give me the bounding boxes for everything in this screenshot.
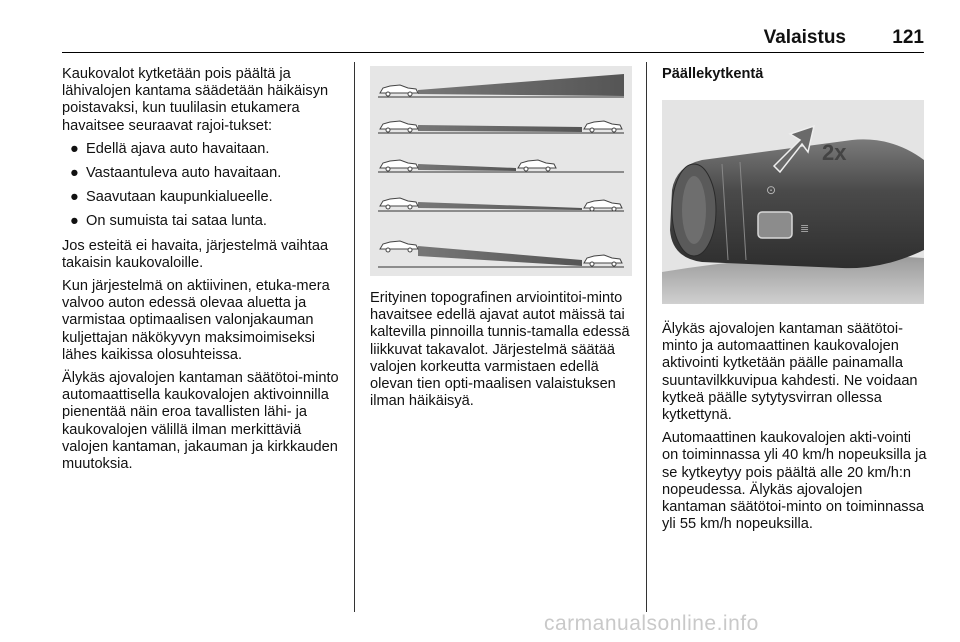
page-header bbox=[62, 26, 924, 53]
paragraph: Kun järjestelmä on aktiivinen, etuka-mera valvoo auton edessä olevaa aluetta ja varmistaa optimaalisen valonjakauman kuljettajan näkökyvyn maksimoimiseksi lähes kaikissa olosuhteissa. bbox=[62, 278, 330, 363]
svg-text:≣: ≣ bbox=[800, 222, 810, 235]
paragraph: Automaattinen kaukovalojen akti-vointi on toiminnassa yli 40 km/h nopeuksilla ja se kytkeytyy pois päältä alle 20 km/h:n nopeudessa. Älykäs ajovalojen kantaman säätötoi-minto on toiminnassa yli 55 km/h nopeuksilla. bbox=[662, 430, 927, 533]
bullet-icon: ● bbox=[70, 189, 79, 206]
press-count-label: 2x bbox=[822, 140, 847, 165]
beam-diagram-figure bbox=[370, 66, 632, 276]
car-icon bbox=[380, 85, 418, 96]
watermark: carmanualsonline.info bbox=[544, 612, 759, 635]
section-title: Valaistus bbox=[763, 27, 846, 48]
section-heading: Päällekytkentä bbox=[662, 66, 764, 82]
lever-figure bbox=[662, 100, 924, 304]
figure-caption: Erityinen topografinen arviointitoi-minto havaitsee edellä ajavat autot mäissä tai kaltevilla pinnoilla tunnis-tamalla edessä liikkuvat takavalot. Järjestelmä säätää valojen korkeutta varmistaen edellä olevan tien opti-maalisen valaistuksen ilman häikäisyä. bbox=[370, 290, 630, 410]
intro-paragraph: Kaukovalot kytketään pois päältä ja lähivalojen kantama säädetään häikäisyn poistavaksi, kun tuulilasin etukamera havaitsee seuraavat rajoi-tukset: bbox=[62, 66, 329, 134]
column-right bbox=[662, 66, 928, 89]
list-item: ● Saavutaan kaupunkialueelle. bbox=[70, 189, 273, 206]
paragraph: Älykäs ajovalojen kantaman säätötoi-minto automaattisella kaukovalojen aktivoinnilla pienentää näin eroa tavallisten lähi- ja kaukovalojen välillä ilman merkittäviä valojen kantaman, jakauman ja kirkkauden muutoksia. bbox=[62, 370, 339, 473]
column-left bbox=[62, 66, 346, 479]
beam-row-decline bbox=[378, 241, 624, 267]
light-beam bbox=[418, 74, 624, 96]
light-beam bbox=[418, 125, 582, 132]
beam-row-near bbox=[378, 160, 624, 172]
beam-row-ahead bbox=[378, 121, 624, 133]
light-beam bbox=[418, 246, 582, 266]
bullet-icon: ● bbox=[70, 213, 79, 230]
bullet-icon: ● bbox=[70, 165, 79, 182]
beam-diagram bbox=[370, 66, 632, 276]
car-icon bbox=[380, 160, 418, 171]
beam-row-incline bbox=[378, 198, 624, 211]
car-icon bbox=[380, 241, 418, 252]
column-divider bbox=[354, 62, 355, 612]
car-icon bbox=[518, 160, 556, 171]
list-item: ● Edellä ajava auto havaitaan. bbox=[70, 140, 270, 157]
beam-row-high bbox=[378, 74, 624, 97]
column-right-text bbox=[662, 321, 928, 539]
paragraph: Jos esteitä ei havaita, järjestelmä vaihtaa takaisin kaukovaloille. bbox=[62, 237, 329, 271]
svg-text:⊙: ⊙ bbox=[766, 183, 777, 197]
bullet-icon: ● bbox=[70, 140, 79, 157]
column-divider bbox=[646, 62, 647, 612]
lever-illustration bbox=[662, 100, 924, 304]
car-icon bbox=[380, 198, 418, 209]
car-icon bbox=[584, 121, 622, 132]
list-item: ● On sumuista tai sataa lunta. bbox=[70, 213, 267, 230]
column-middle bbox=[370, 290, 634, 416]
light-beam bbox=[418, 164, 516, 171]
car-icon bbox=[380, 121, 418, 132]
condition-list bbox=[62, 141, 346, 231]
list-item: ● Vastaantuleva auto havaitaan. bbox=[70, 165, 282, 182]
paragraph: Älykäs ajovalojen kantaman säätötoi-minto ja automaattinen kaukovalojen aktivointi kytketään päälle painamalla suuntavilkkuvipua kahdesti. Ne voidaan kytkeä päälle sytytysvirran ollessa kytkettynä. bbox=[662, 321, 918, 424]
light-beam bbox=[418, 202, 582, 210]
page-number: 121 bbox=[892, 27, 924, 48]
car-icon bbox=[584, 255, 622, 266]
car-icon bbox=[584, 200, 622, 211]
